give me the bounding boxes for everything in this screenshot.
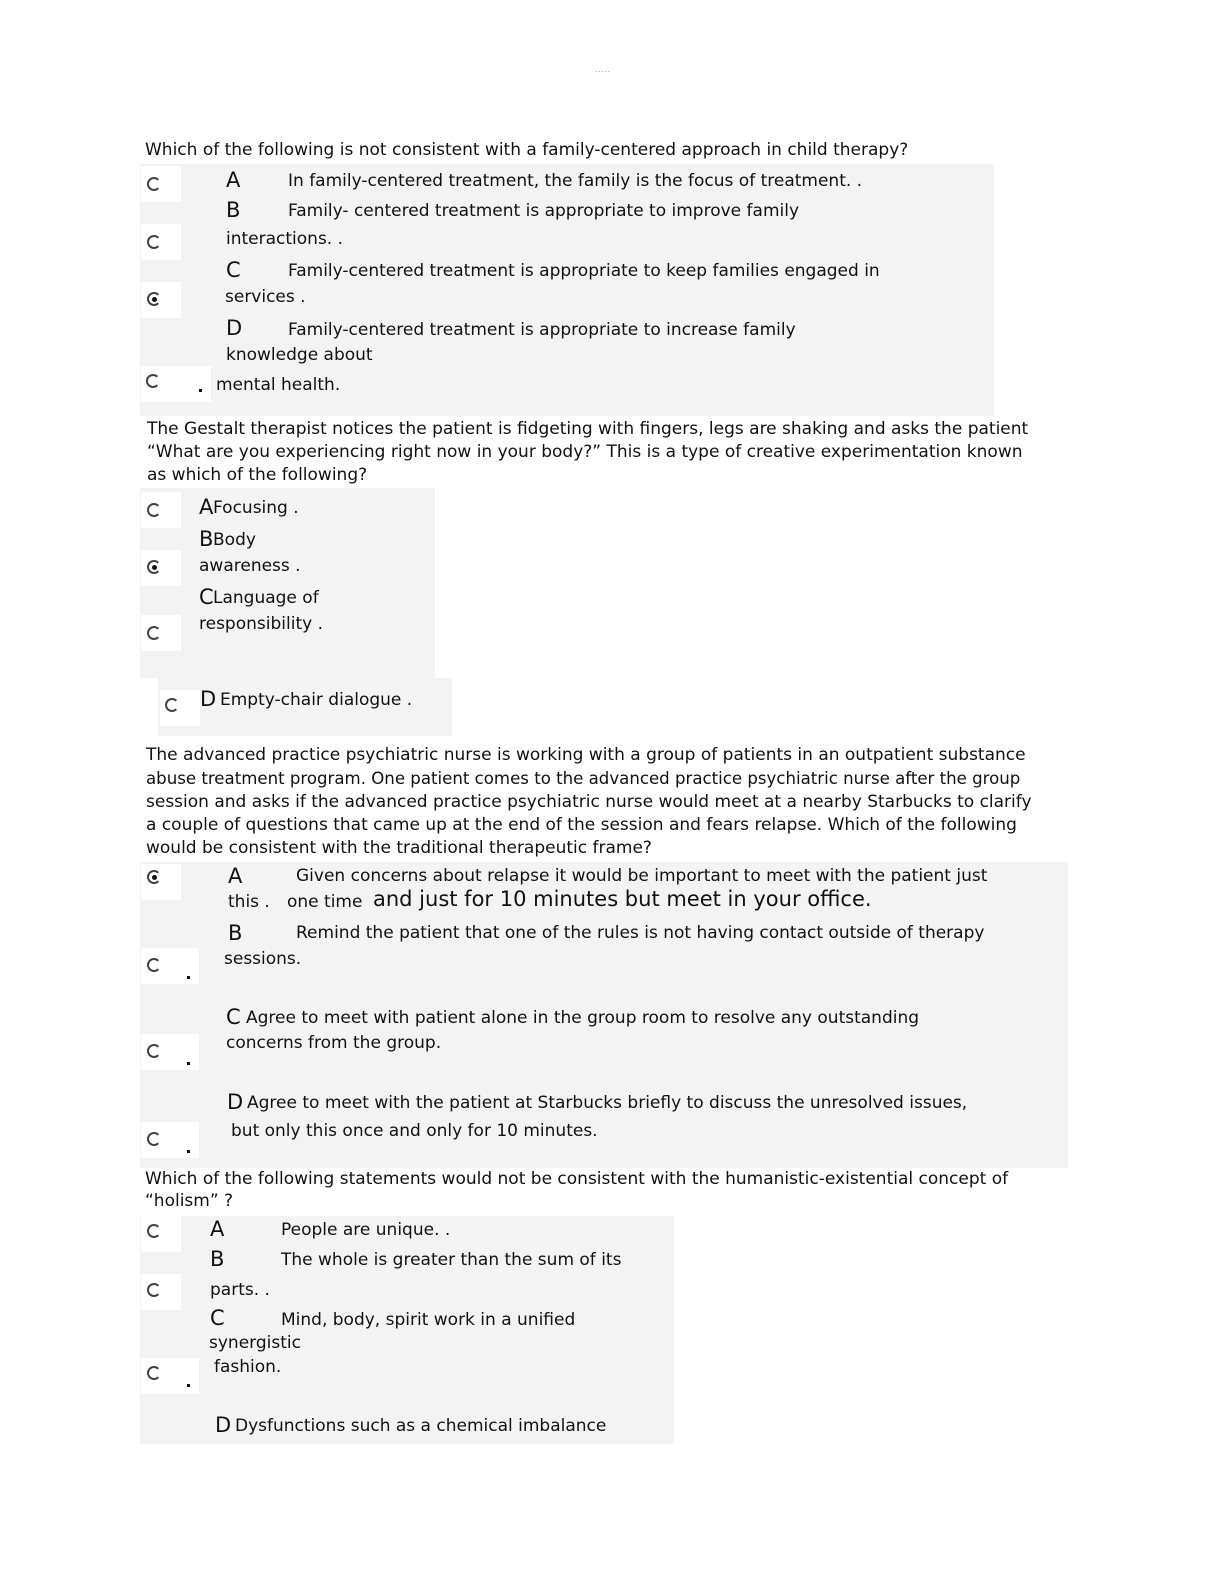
question-2-text-line: The Gestalt therapist notices the patient is fidgeting with fingers, legs are shaking and asks the patient [147, 419, 1029, 439]
radio-button-icon[interactable] [146, 374, 160, 388]
option-letter: C [210, 1306, 225, 1330]
option-text: Remind the patient that one of the rules is not having contact outside of therapy [296, 923, 985, 943]
q2-option-d-radio-box[interactable] [160, 690, 200, 726]
radio-button-icon[interactable] [147, 1224, 161, 1238]
option-letter: D [227, 1090, 244, 1114]
option-text: responsibility . [199, 614, 323, 634]
q2-option-c-radio-box[interactable] [141, 615, 181, 651]
q3-option-a-radio-box[interactable] [141, 864, 181, 900]
q1-option-c-radio-box[interactable] [141, 282, 181, 318]
radio-button-icon[interactable] [165, 698, 179, 712]
q3-option-c-radio-box[interactable] [141, 1034, 199, 1070]
option-letter: B [210, 1247, 225, 1271]
option-text: People are unique. . [281, 1220, 451, 1240]
radio-button-icon[interactable] [147, 626, 161, 640]
q3-option-d-radio-box[interactable] [141, 1122, 199, 1158]
q4-option-b-radio-box[interactable] [141, 1274, 181, 1310]
option-letter: B [226, 198, 241, 222]
option-letter: C [199, 585, 214, 609]
option-text: concerns from the group. [226, 1033, 442, 1053]
option-text: knowledge about [226, 345, 373, 365]
q4-option-a-radio-box[interactable] [141, 1216, 181, 1252]
bullet-dot [187, 1384, 190, 1387]
q2-option-a-radio-box[interactable] [141, 492, 181, 528]
option-letter: C [226, 258, 241, 282]
option-letter: A [210, 1217, 225, 1241]
option-text: Language of [213, 588, 319, 608]
option-text: synergistic [209, 1333, 301, 1353]
option-letter: A [228, 864, 243, 888]
question-4-text-line: “holism” ? [145, 1191, 234, 1211]
radio-button-icon[interactable] [147, 177, 161, 191]
option-letter: D [215, 1413, 232, 1437]
radio-button-icon[interactable] [147, 1283, 161, 1297]
option-text: mental health. [216, 375, 341, 395]
radio-button-selected-icon[interactable] [147, 870, 161, 884]
question-3-text-line: would be consistent with the traditional therapeutic frame? [146, 838, 652, 858]
option-letter: A [199, 495, 214, 519]
option-text: interactions. . [226, 229, 344, 249]
q4-option-c-radio-box[interactable] [141, 1358, 199, 1394]
q1-option-d-radio-box[interactable] [141, 366, 211, 402]
option-text: Body [213, 530, 256, 550]
question-1-text: Which of the following is not consistent with a family-centered approach in child therapy? [145, 140, 909, 160]
option-text: parts. . [210, 1280, 270, 1300]
option-text: Mind, body, spirit work in a unified [281, 1310, 576, 1330]
radio-button-icon[interactable] [147, 1044, 161, 1058]
option-text: Given concerns about relapse it would be important to meet with the patient just [296, 866, 988, 886]
option-text: awareness . [199, 556, 301, 576]
option-text: Focusing . [213, 498, 299, 518]
option-text: Family-centered treatment is appropriate to increase family [288, 320, 796, 340]
option-text: Agree to meet with patient alone in the group room to resolve any outstanding [246, 1008, 920, 1028]
option-text: this . [228, 892, 270, 912]
option-text: Empty-chair dialogue . [220, 690, 413, 710]
option-letter: D [226, 316, 243, 340]
option-letter: D [200, 687, 217, 711]
question-3-text-line: The advanced practice psychiatric nurse is working with a group of patients in an outpatient substance [146, 745, 1026, 765]
option-text: services . [225, 287, 306, 307]
bullet-dot [187, 976, 190, 979]
radio-button-icon[interactable] [147, 1366, 161, 1380]
page-header: ----- [595, 68, 611, 75]
question-3-text-line: a couple of questions that came up at the end of the session and fears relapse. Which of the following [146, 815, 1017, 835]
option-text: and just for 10 minutes but meet in your office. [373, 887, 872, 911]
radio-button-selected-icon[interactable] [147, 560, 161, 574]
option-text: Agree to meet with the patient at Starbucks briefly to discuss the unresolved issues, [247, 1093, 968, 1113]
question-3-text-line: session and asks if the advanced practice psychiatric nurse would meet at a nearby Starbucks to clarify [146, 792, 1032, 812]
radio-button-icon[interactable] [147, 958, 161, 972]
radio-button-icon[interactable] [147, 235, 161, 249]
question-4-text-line: Which of the following statements would not be consistent with the humanistic-existential concept of [145, 1169, 1009, 1189]
bullet-dot [187, 1062, 190, 1065]
option-text: Family- centered treatment is appropriate to improve family [288, 201, 800, 221]
option-text: but only this once and only for 10 minutes. [231, 1121, 598, 1141]
option-letter: A [226, 168, 241, 192]
q1-option-b-radio-box[interactable] [141, 224, 181, 260]
option-letter: B [199, 527, 214, 551]
option-text: Family-centered treatment is appropriate to keep families engaged in [288, 261, 880, 281]
question-2-text-line: as which of the following? [147, 465, 368, 485]
option-text: In family-centered treatment, the family is the focus of treatment. . [288, 171, 863, 191]
q1-option-a-radio-box[interactable] [141, 166, 181, 202]
option-text: one time [287, 892, 363, 912]
option-text: sessions. [224, 949, 302, 969]
bullet-dot [199, 389, 202, 392]
option-text: fashion. [214, 1357, 282, 1377]
option-letter: C [226, 1005, 241, 1029]
option-letter: B [228, 921, 243, 945]
option-text: Dysfunctions such as a chemical imbalance [235, 1416, 607, 1436]
q3-option-b-radio-box[interactable] [141, 948, 199, 984]
radio-button-icon[interactable] [147, 503, 161, 517]
question-2-text-line: “What are you experiencing right now in your body?” This is a type of creative experimentation known [147, 442, 1023, 462]
question-3-text-line: abuse treatment program. One patient comes to the advanced practice psychiatric nurse after the group [146, 769, 1021, 788]
radio-button-selected-icon[interactable] [147, 292, 161, 306]
q2-option-b-radio-box[interactable] [141, 550, 181, 586]
option-text: The whole is greater than the sum of its [281, 1250, 622, 1270]
radio-button-icon[interactable] [147, 1132, 161, 1146]
bullet-dot [187, 1150, 190, 1153]
